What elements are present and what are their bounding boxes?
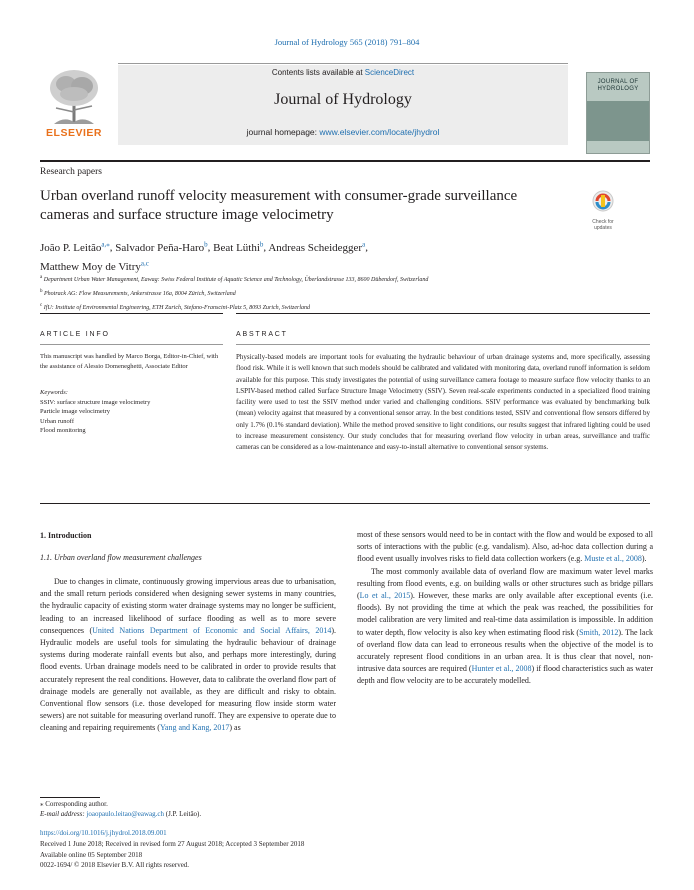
citation-link[interactable]: United Nations Department of Economic and Social Affairs, 2014 — [92, 625, 332, 635]
keywords-block — [40, 388, 225, 436]
text-run: Due to changes in climate, continuously growing impervious areas due to urbanisation, and the small return periods considered when designing sewer systems in many countries, the hydraulic capacity of existing storm water drainage systems may no longer be sufficient, leading to an increased likelihood of surface flooding as well as to more severe consequences ( — [40, 577, 336, 635]
received-dates: Received 1 June 2018; Received in revised form 27 August 2018; Accepted 3 September 2018 — [40, 839, 305, 848]
section-label: Research papers — [40, 167, 102, 177]
affiliation-text: IfU: Institute of Environmental Engineering, ETH Zurich, Stefano-Franscini-Platz 5, 8093 Zurich, Switzerland — [43, 305, 310, 311]
affiliation-mark: a — [40, 275, 43, 280]
article-info-heading: ARTICLE INFO — [40, 331, 110, 338]
elsevier-logo — [40, 66, 108, 142]
affiliation-mark: b — [40, 289, 43, 294]
author-name: Beat Lüthi — [213, 241, 260, 254]
email-suffix: (J.P. Leitão). — [164, 810, 202, 818]
author[interactable] — [40, 242, 110, 254]
author-separator: , — [109, 241, 116, 254]
journal-masthead — [118, 65, 568, 145]
text-run: ). — [641, 554, 647, 564]
sciencedirect-link[interactable]: ScienceDirect — [364, 68, 415, 77]
author-separator: , — [207, 241, 214, 254]
contents-line — [118, 68, 568, 77]
text-run: The most commonly available data of overland flow are maximum water level marks resulting from flood events, e.g. on building walls or other structures such as bridge pillars ( — [357, 566, 653, 601]
author-affiliation-mark: a,c — [140, 259, 149, 268]
author[interactable] — [213, 242, 263, 254]
cover-title: JOURNAL OF HYDROLOGY — [597, 79, 639, 92]
email-note — [40, 809, 440, 819]
paragraph — [357, 566, 653, 688]
citation-link[interactable]: Smith, 2012 — [579, 627, 619, 637]
affiliation-text: Department Urban Water Management, Eawag: Swiss Federal Institute of Aquatic Science and Technology, Überlandstrasse 133, 8600 Dübendorf, Switzerland — [43, 277, 429, 283]
abstract-top-rule — [236, 313, 650, 314]
homepage-link[interactable]: www.elsevier.com/locate/jhydrol — [319, 127, 440, 137]
text-run: most of these sensors would need to be in contact with the flow and would be exposed to all sorts of interactions with the public (e.g. vandalism). Also, ad-hoc data collection during a flood event usually involves risks to field data collection workers (e.g. — [357, 530, 653, 564]
journal-citation[interactable]: Journal of Hydrology 565 (2018) 791–804 — [274, 37, 420, 47]
article-title: Urban overland runoff velocity measurement with consumer-grade surveillance cameras and surface structure image velocimetry — [40, 188, 518, 223]
section-heading-introduction: 1. Introduction — [40, 531, 92, 540]
citation-link[interactable]: Muste et al., 2008 — [584, 554, 642, 564]
affiliation-mark: c — [40, 303, 43, 308]
keywords-heading: Keywords: — [40, 389, 68, 396]
keyword: Particle image velocimetry — [40, 408, 111, 415]
author-affiliation-mark: a,⁎ — [101, 240, 110, 248]
affiliation-text: Photrack AG: Flow Measurements, Ankerstrasse 16a, 8004 Zürich, Switzerland — [44, 291, 236, 297]
journal-title: Journal of Hydrology — [274, 91, 412, 108]
homepage-prefix: journal homepage: — [246, 127, 320, 137]
author-affiliation-mark: b — [204, 240, 208, 248]
citation-link[interactable]: Hunter et al., 2008 — [471, 664, 532, 674]
footnotes — [40, 799, 440, 819]
author[interactable] — [268, 242, 365, 254]
article-info-top-rule — [40, 313, 223, 314]
author-name: João P. Leitão — [40, 241, 102, 254]
keyword: SSIV: surface structure image velocimetry — [40, 398, 151, 406]
abstract-text: Physically-based models are important tools for evaluating the hydraulic behaviour of urban drainage systems and, more specifically, assessing flood risk. While it is well known that such models should be calibrated and validated with monitoring data, overland runoff information is seldom available for this purpose. This study investigates the potential of using surveillance camera footage to measure surface flow velocity thanks to an LSPIV-based method called Surface Structure Image Velocimetry (SSIV). Seven real-scale experiments conducted in a specialized flood training facility were used to test the SSIV method under varied and challenging conditions. SSIV performance was evaluated by benchmarking bulk (mean) velocity against that measured by a conventional sensor array. In the best conditions tested, SSIV and conventional flow sensors differed by only 1.7% (0.1% standard deviation). While the method proved sensitive to light conditions, our results suggest that infrared lighting could be used to increase measurement consistency. Our study concludes that for measuring overland flow velocity in urban areas, surveillance and traffic cameras can be considered as a low-maintenance and easy-to-install alternative to conventional sensor systems. — [236, 353, 650, 452]
author[interactable] — [115, 242, 207, 254]
crossmark-icon — [592, 190, 614, 214]
article-info-mid-rule — [40, 344, 223, 345]
paragraph — [40, 576, 336, 735]
email-label: E-mail address: — [40, 810, 87, 818]
keyword: Urban runoff — [40, 417, 74, 425]
paragraph — [357, 529, 653, 566]
header-rule — [40, 160, 650, 162]
handled-note: This manuscript was handled by Marco Borga, Editor-in-Chief, with the assistance of Alessio Domeneghetti, Associate Editor — [40, 353, 219, 370]
author-name: Andreas Scheidegger — [268, 241, 363, 254]
cover-image-band — [587, 101, 649, 141]
crossmark-badge[interactable] — [588, 190, 618, 231]
crossmark-label: Check for updates — [592, 219, 614, 231]
author-separator: , — [263, 241, 269, 254]
author-affiliation-mark: a — [362, 240, 366, 248]
corresponding-author-note: ⁎ Corresponding author. — [40, 800, 108, 808]
affiliation — [40, 300, 660, 314]
text-run: ). Hydraulic models are useful tools for simulating the hydraulic behaviour of drainage systems during moderate rainfall events but also, and perhaps more interestingly, during flood events. Urban drainage models need to be calibrated in order to provide results that accurately represent the real conditions. However, data to calibrate the overland flow part of drainage models are generally not available, as they are difficult and risky to obtain. Conventional flow sensors (i.e. those developed for measuring flow inside storm water sewers) are not suitable for measuring overland runoff. They are expensive to operate due to cleaning and repairing requirements ( — [40, 625, 336, 733]
author-separator: , — [365, 241, 368, 254]
copyright: 0022-1694/ © 2018 Elsevier B.V. All rights reserved. — [40, 861, 190, 870]
text-run: ). The lack of overland flow data can lead to erroneous results when the objective of the model is to accurately represent flood conditions in an urban area. It is thus clear that novel, non-intrusive data sources are required ( — [357, 627, 653, 674]
contents-prefix: Contents lists available at — [271, 68, 365, 77]
journal-cover-thumbnail — [586, 72, 650, 154]
affiliation — [40, 286, 660, 300]
email-link[interactable]: joaopaulo.leitao@eawag.ch — [86, 810, 164, 818]
affiliation-list — [40, 272, 660, 314]
affiliation — [40, 272, 660, 286]
masthead-top-rule — [118, 63, 568, 64]
elsevier-wordmark: ELSEVIER — [46, 127, 102, 139]
citation-link[interactable]: Yang and Kang, 2017 — [159, 723, 230, 733]
text-run: ) as — [229, 723, 241, 733]
doi-link[interactable]: https://doi.org/10.1016/j.jhydrol.2018.09.001 — [40, 829, 167, 837]
abstract-bottom-rule — [40, 503, 650, 504]
abstract-mid-rule — [236, 344, 650, 345]
subsection-heading: 1.1. Urban overland flow measurement challenges — [40, 553, 202, 562]
author-name: Salvador Peña-Haro — [115, 241, 205, 254]
footnote-rule — [40, 797, 100, 798]
author-name: Matthew Moy de Vitry — [40, 261, 141, 274]
doi-block — [40, 828, 540, 871]
citation-link[interactable]: Lo et al., 2015 — [359, 591, 411, 601]
author-affiliation-mark: b — [259, 240, 264, 248]
keyword: Flood monitoring — [40, 427, 86, 434]
text-run: ). However, these marks are only available after exceptional events (i.e. floods). By not providing the time at which the peak was reached, the possibilities for model calibration are very limited and real-time data assimilation is impossible. In addition to water depth, flow velocity is also key when estimating flood risk ( — [357, 591, 653, 637]
body-column-left — [40, 576, 336, 735]
body-column-right — [357, 529, 653, 688]
author-list — [40, 236, 600, 275]
elsevier-tree-icon — [44, 66, 104, 126]
homepage-line — [118, 127, 568, 137]
text-run: ) if flood characteristics such as water depth and flow velocity are to be accurately modelled. — [357, 664, 653, 686]
abstract-heading: ABSTRACT — [236, 331, 288, 338]
available-online: Available online 05 September 2018 — [40, 850, 143, 859]
